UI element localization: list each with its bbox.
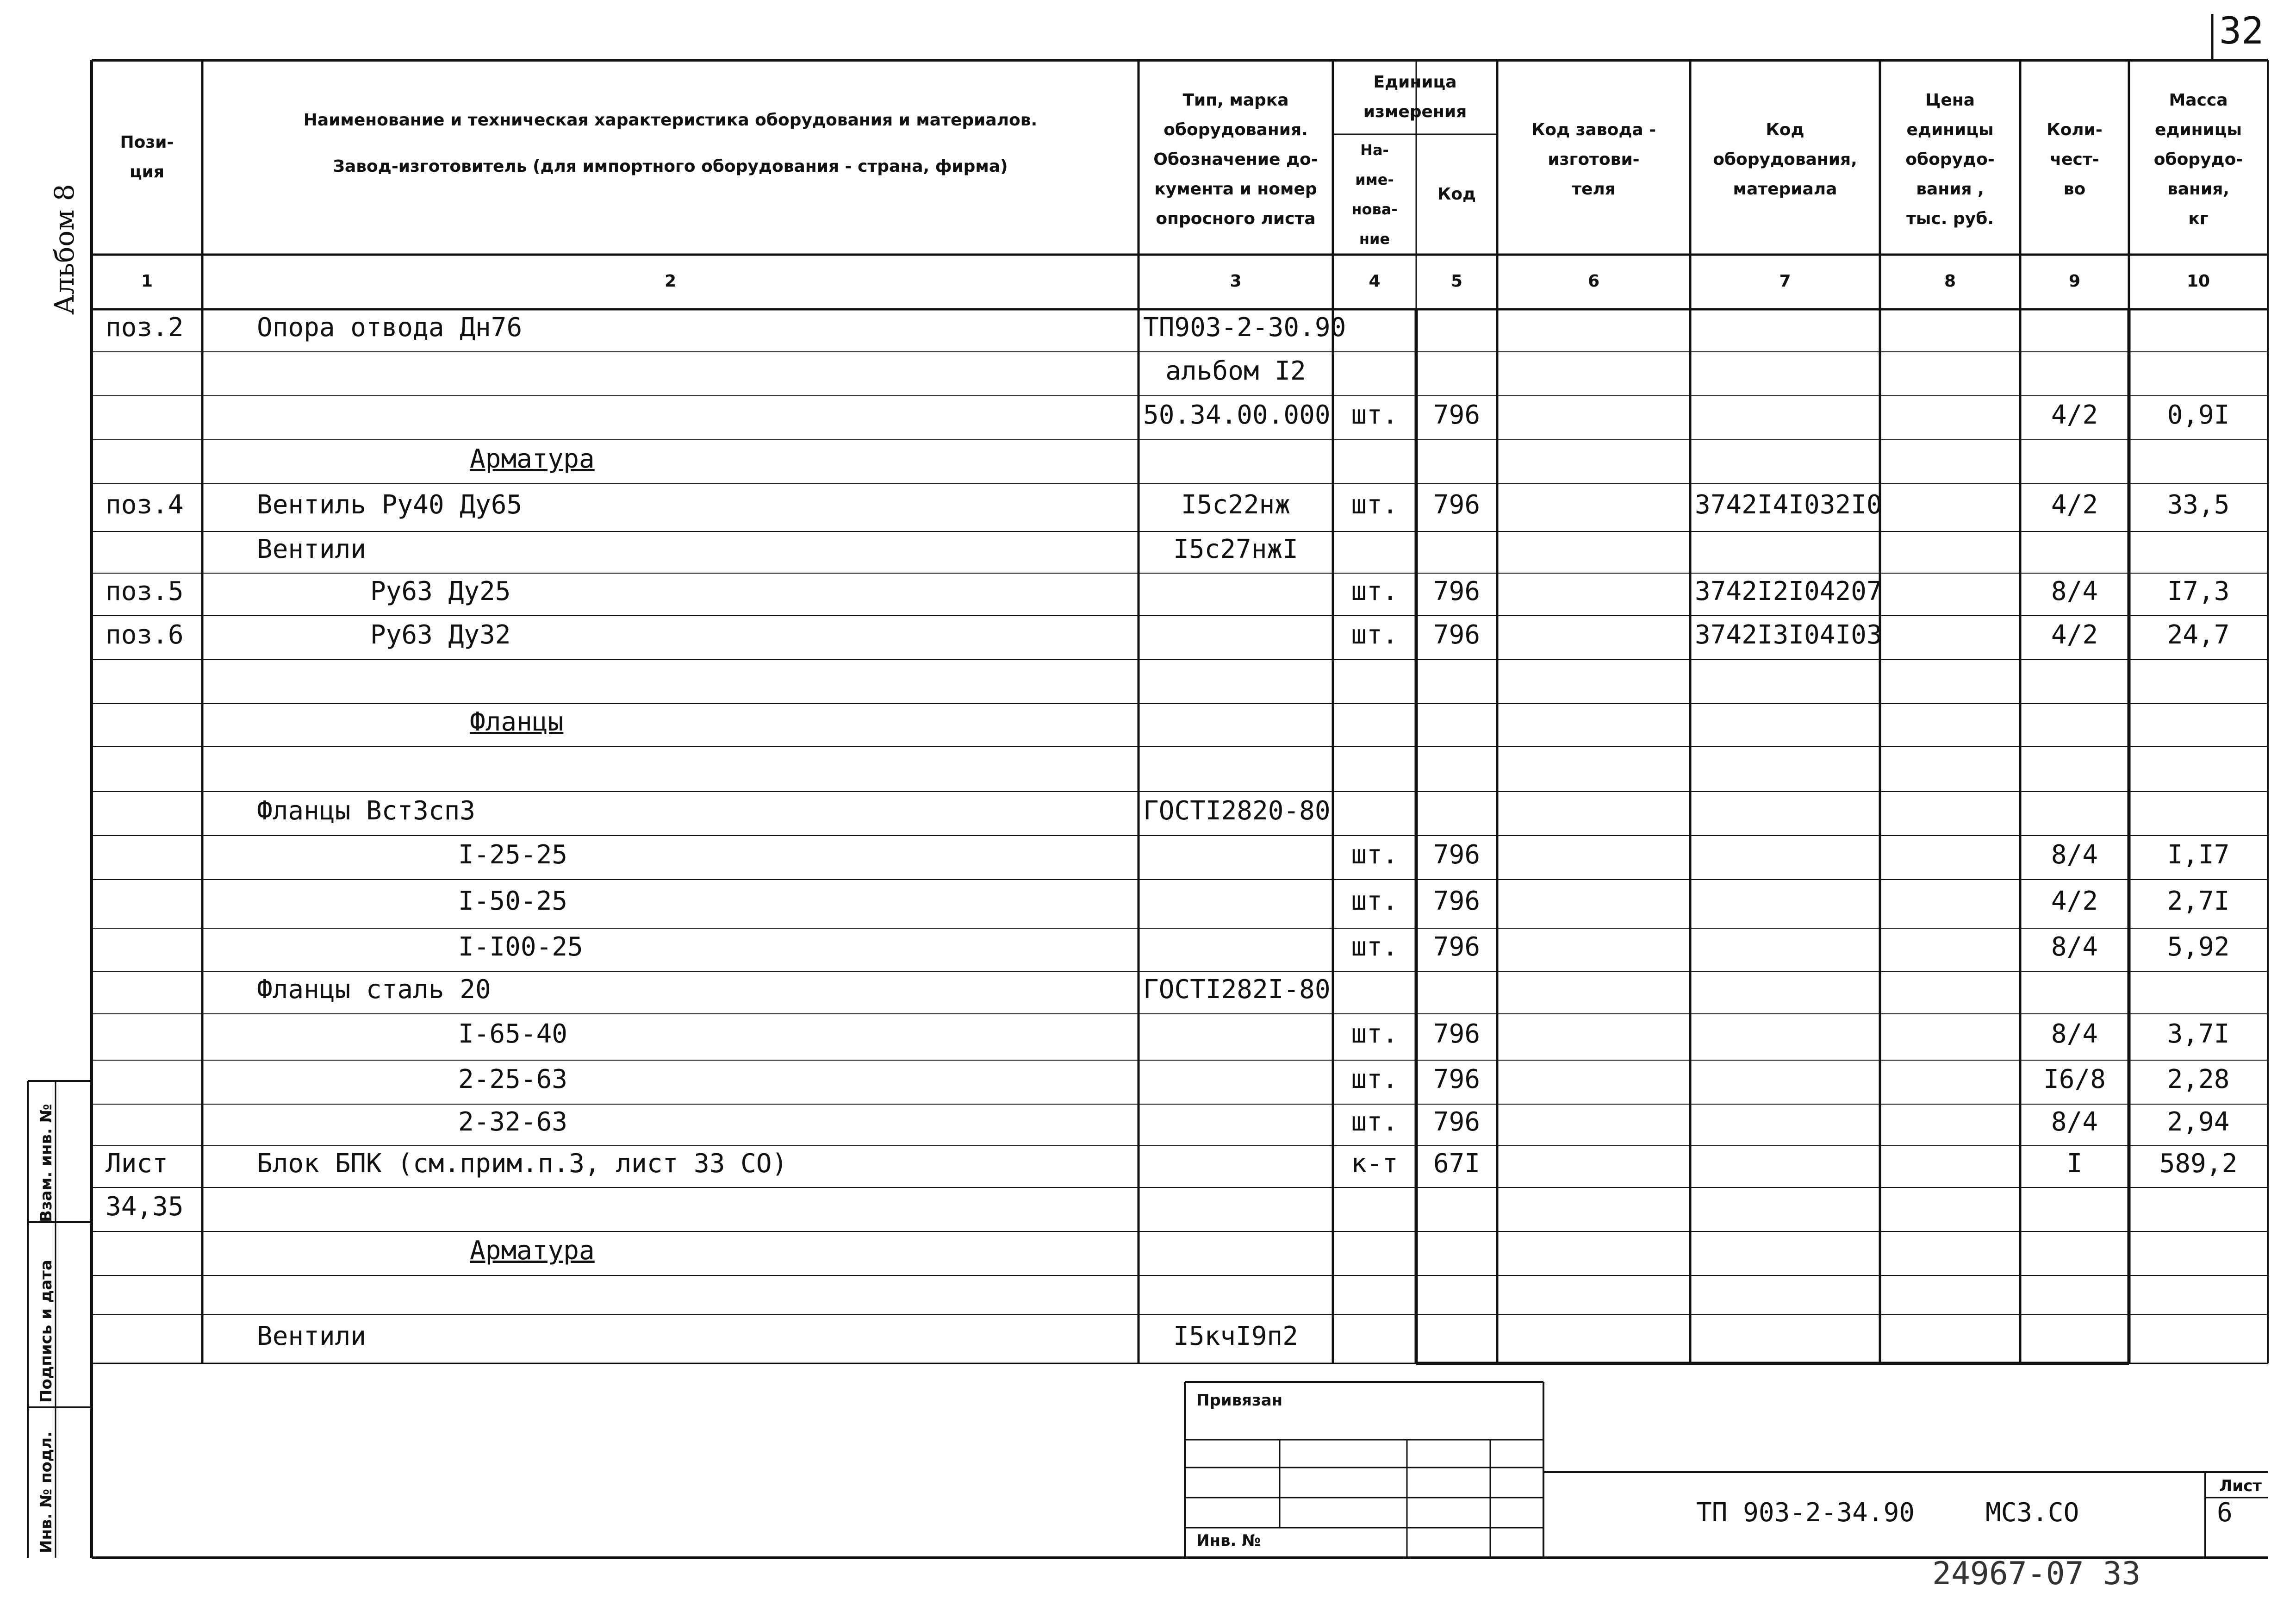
header-unit-name: На- име- нова- ние — [1351, 141, 1398, 248]
header-name-line2: Завод-изготовитель (для импортного оборудования - страна, фирма) — [333, 157, 1008, 176]
row-unit-name: к-т — [1351, 1149, 1398, 1179]
row-quantity: 4/2 — [2051, 400, 2098, 430]
row-unit-name: шт. — [1351, 839, 1398, 870]
header-price: Цена единицы оборудо- вания , тыс. руб. — [1905, 91, 1995, 228]
row-name: Арматура — [470, 1235, 595, 1266]
row-doc: ГОСТI282I-80 — [1143, 974, 1331, 1005]
row-mass: 589,2 — [2159, 1149, 2238, 1179]
row-mass: I,I7 — [2167, 839, 2230, 870]
row-name: I-65-40 — [458, 1019, 568, 1049]
row-quantity: 8/4 — [2051, 1019, 2098, 1049]
header-unit-group: Единица измерения — [1363, 73, 1467, 121]
row-name: Вентиль Ру40 Ду65 — [257, 489, 523, 520]
row-name: Вентили — [257, 1321, 367, 1351]
row-doc: альбом I2 — [1165, 356, 1306, 386]
row-unit-name: шт. — [1351, 400, 1398, 430]
row-unit-code: 796 — [1433, 576, 1481, 606]
row-doc: ТП903-2-30.90 — [1143, 312, 1346, 343]
header-doc: Тип, марка оборудования. Обозначение до- кумента и номер опросного листа — [1153, 91, 1318, 228]
side-stamp-podpis: Подпись и дата — [37, 1260, 56, 1403]
row-name: Фланцы — [470, 707, 564, 737]
row-quantity: I — [2066, 1149, 2083, 1179]
row-position: поз.6 — [106, 619, 184, 650]
row-position: Лист — [106, 1149, 168, 1179]
row-doc: I5с27нжI — [1173, 534, 1298, 564]
row-quantity: 4/2 — [2051, 619, 2098, 650]
row-unit-name: шт. — [1351, 489, 1398, 520]
row-position: поз.4 — [106, 489, 184, 520]
row-quantity: 4/2 — [2051, 489, 2098, 520]
header-unit-code: Код — [1437, 185, 1476, 204]
row-material-code: 3742I2I04207 — [1695, 576, 1882, 606]
row-mass: 2,28 — [2167, 1064, 2230, 1094]
column-number: 7 — [1779, 272, 1791, 291]
doc-mark: МС3.СО — [1985, 1498, 2079, 1528]
row-mass: 2,7I — [2167, 886, 2230, 916]
row-unit-code: 796 — [1433, 489, 1481, 520]
row-unit-name: шт. — [1351, 619, 1398, 650]
row-unit-code: 796 — [1433, 886, 1481, 916]
header-quantity: Коли- чест- во — [2047, 120, 2103, 199]
row-name: I-I00-25 — [458, 931, 583, 962]
row-mass: 3,7I — [2167, 1019, 2230, 1049]
row-position: 34,35 — [106, 1191, 184, 1222]
row-unit-name: шт. — [1351, 931, 1398, 962]
header-name-line1: Наименование и техническая характеристика оборудования и материалов. — [303, 111, 1038, 130]
row-unit-code: 796 — [1433, 931, 1481, 962]
column-number: 4 — [1369, 272, 1381, 291]
row-unit-code: 796 — [1433, 1064, 1481, 1094]
row-position: поз.5 — [106, 576, 184, 606]
row-doc: I5с22нж — [1181, 489, 1290, 520]
row-doc: I5кчI9п2 — [1173, 1321, 1298, 1351]
row-position: поз.2 — [106, 312, 184, 343]
side-stamp-inv-podl: Инв. № подл. — [37, 1431, 56, 1553]
row-mass: 33,5 — [2167, 489, 2230, 520]
row-quantity: I6/8 — [2043, 1064, 2106, 1094]
row-unit-code: 67I — [1433, 1149, 1481, 1179]
column-number: 2 — [664, 272, 677, 291]
column-number: 6 — [1587, 272, 1600, 291]
row-name: I-50-25 — [458, 886, 568, 916]
row-name: Опора отвода Дн76 — [257, 312, 523, 343]
column-number: 8 — [1944, 272, 1956, 291]
sheet-number-top: 32 — [2219, 9, 2264, 52]
header-plant-code: Код завода - изготови- теля — [1531, 120, 1656, 199]
header-position: Пози- ция — [120, 133, 174, 181]
row-mass: 2,94 — [2167, 1107, 2230, 1137]
row-unit-name: шт. — [1351, 576, 1398, 606]
row-mass: 5,92 — [2167, 931, 2230, 962]
row-doc: 50.34.00.000 — [1143, 400, 1331, 430]
header-mass: Масса единицы оборудо- вания, кг — [2153, 91, 2243, 228]
column-number: 10 — [2186, 272, 2210, 291]
row-name: Блок БПК (см.прим.п.3, лист 33 СО) — [257, 1149, 788, 1179]
row-mass: I7,3 — [2167, 576, 2230, 606]
column-number: 9 — [2068, 272, 2081, 291]
album-label: Альбом 8 — [49, 184, 80, 315]
row-unit-code: 796 — [1433, 1019, 1481, 1049]
row-quantity: 4/2 — [2051, 886, 2098, 916]
row-name: Ру63 Ду32 — [370, 619, 511, 650]
row-unit-name: шт. — [1351, 1107, 1398, 1137]
row-unit-code: 796 — [1433, 1107, 1481, 1137]
bottom-stamp: 24967-07 33 — [1932, 1555, 2141, 1592]
column-number: 1 — [141, 272, 153, 291]
row-name: Ру63 Ду25 — [370, 576, 511, 606]
row-mass: 24,7 — [2167, 619, 2230, 650]
row-name: Вентили — [257, 534, 367, 564]
row-unit-name: шт. — [1351, 886, 1398, 916]
row-quantity: 8/4 — [2051, 931, 2098, 962]
header-material-code: Код оборудования, материала — [1713, 120, 1857, 199]
row-quantity: 8/4 — [2051, 576, 2098, 606]
row-material-code: 3742I3I04I03 — [1695, 619, 1882, 650]
row-name: Фланцы сталь 20 — [257, 974, 491, 1005]
row-material-code: 3742I4I032I0 — [1695, 489, 1882, 520]
row-mass: 0,9I — [2167, 400, 2230, 430]
row-unit-name: шт. — [1351, 1019, 1398, 1049]
row-unit-name: шт. — [1351, 1064, 1398, 1094]
row-name: Арматура — [470, 443, 595, 474]
list-label: Лист — [2219, 1477, 2262, 1495]
doc-code: ТП 903-2-34.90 — [1696, 1498, 1915, 1528]
row-unit-code: 796 — [1433, 839, 1481, 870]
row-name: 2-32-63 — [458, 1107, 568, 1137]
side-stamp-vzam: Взам. инв. № — [37, 1104, 56, 1222]
column-number: 3 — [1230, 272, 1242, 291]
row-name: 2-25-63 — [458, 1064, 568, 1094]
privyazan-label: Привязан — [1196, 1391, 1283, 1410]
list-number: 6 — [2217, 1498, 2233, 1528]
column-number: 5 — [1450, 272, 1463, 291]
row-name: I-25-25 — [458, 839, 568, 870]
inv-no-label: Инв. № — [1196, 1531, 1261, 1550]
row-quantity: 8/4 — [2051, 1107, 2098, 1137]
row-unit-code: 796 — [1433, 400, 1481, 430]
row-doc: ГОСТI2820-80 — [1143, 795, 1331, 826]
row-name: Фланцы ВстЗсп3 — [257, 795, 476, 826]
row-unit-code: 796 — [1433, 619, 1481, 650]
row-quantity: 8/4 — [2051, 839, 2098, 870]
